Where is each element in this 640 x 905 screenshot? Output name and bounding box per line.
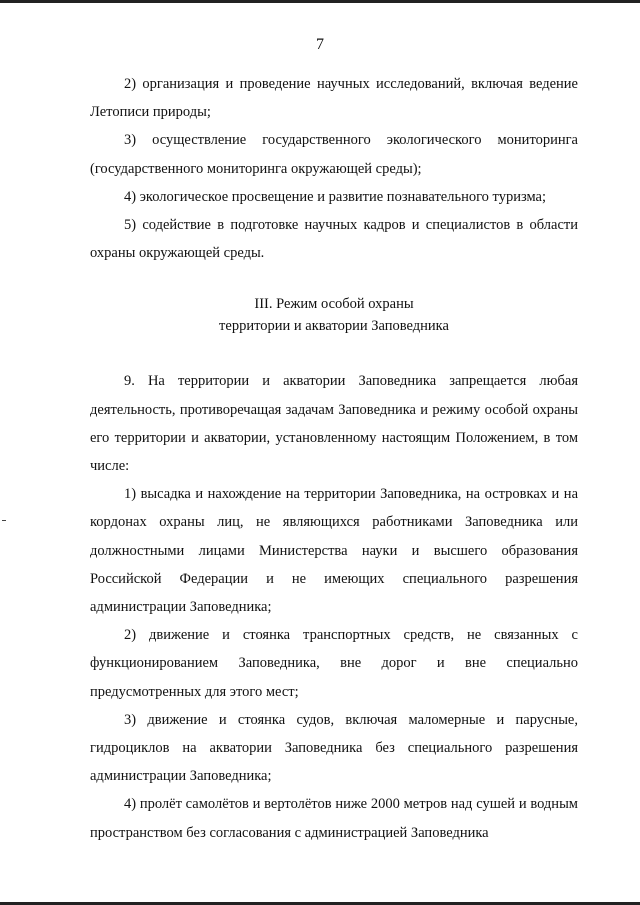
scan-border-top — [0, 0, 640, 3]
section-title-line-2: территории и акватории Заповедника — [219, 318, 449, 335]
page-number: 7 — [316, 36, 324, 53]
section-title-line-1: III. Режим особой охраны — [254, 296, 414, 313]
list-item: 2) организация и проведение научных исследований, включая ведение Летописи природы; — [90, 76, 578, 121]
clause-9: 9. На территории и акватории Заповедника запрещается любая деятельность, противоречащая задачам Заповедника и режиму особой охраны его территории и акватории, установленному настоящим Положением, в том числе: — [90, 373, 578, 475]
document-body — [90, 70, 578, 847]
list-item: 5) содействие в подготовке научных кадров и специалистов в области охраны окружающей среды. — [90, 217, 578, 262]
sub-item: 4) пролёт самолётов и вертолётов ниже 2000 метров над сушей и водным пространством без согласования с администрацией Заповедника — [90, 796, 578, 841]
list-item: 4) экологическое просвещение и развитие познавательного туризма; — [124, 188, 547, 205]
scan-margin-mark — [2, 520, 6, 521]
list-item: 3) осуществление государственного экологического мониторинга (государственного мониторинга окружающей среды); — [90, 132, 578, 177]
sub-item: 1) высадка и нахождение на территории Заповедника, на островках и на кордонах охраны лиц, не являющихся работниками Заповедника или должностными лицами Министерства науки и высшего образования Российской Федерации и не имеющих специального разрешения администрации Заповедника; — [90, 486, 578, 616]
sub-item: 2) движение и стоянка транспортных средств, не связанных с функционированием Заповедника, вне дорог и вне специально предусмотренных для этого мест; — [90, 627, 578, 700]
sub-item: 3) движение и стоянка судов, включая маломерные и парусные, гидроциклов на акватории Заповедника без специального разрешения администрации Заповедника; — [90, 711, 578, 785]
